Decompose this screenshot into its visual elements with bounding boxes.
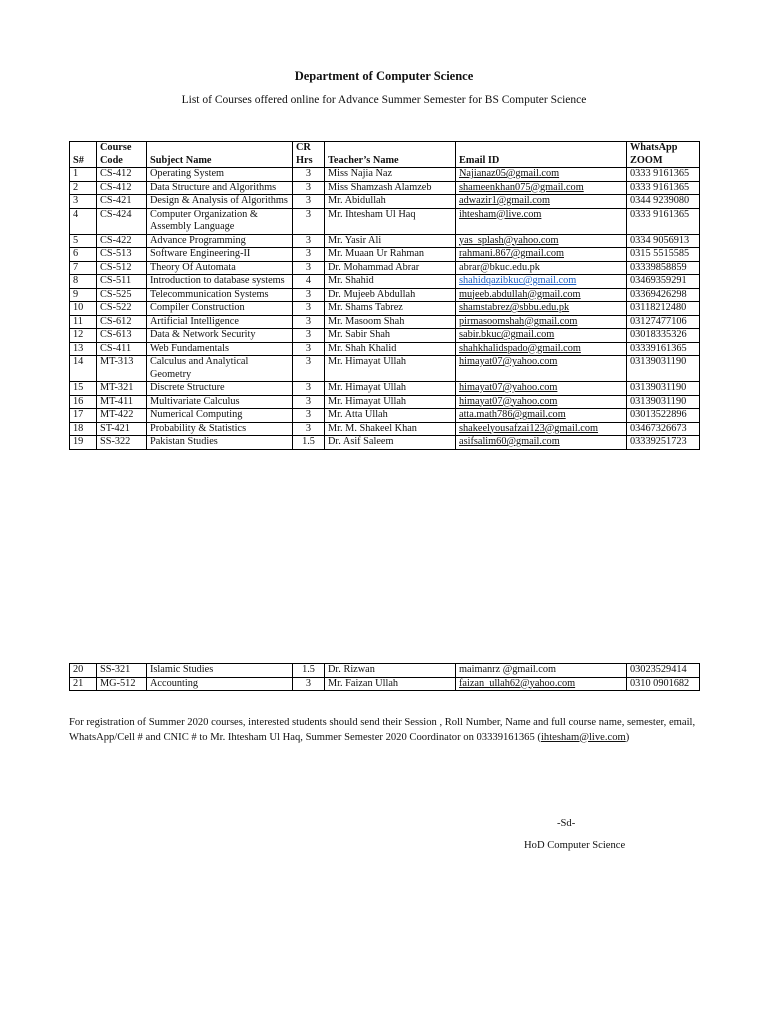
table-row (70, 409, 700, 423)
row-teacher-name: Mr. Sabir Shah (325, 329, 456, 343)
row-teacher-name: Mr. Atta Ullah (325, 409, 456, 423)
table-row (70, 677, 700, 691)
table-row (70, 288, 700, 302)
table-row (70, 302, 700, 316)
row-course-code: MT-321 (97, 382, 147, 396)
row-course-code: CS-421 (97, 195, 147, 209)
row-email[interactable]: mujeeb.abdullah@gmail.com (456, 288, 627, 302)
row-cr-hrs: 3 (293, 395, 325, 409)
row-cr-hrs: 3 (293, 302, 325, 316)
row-subject-name: Accounting (147, 677, 293, 691)
row-teacher-name: Mr. Masoom Shah (325, 315, 456, 329)
row-teacher-name: Dr. Mohammad Abrar (325, 261, 456, 275)
header-whatsapp-zoom: WhatsApp ZOOM (627, 142, 700, 168)
registration-note-text: For registration of Summer 2020 courses, interested students should send their Session , Roll Number, Name and full course name, semester, email, WhatsApp/Cell # and CNIC # to Mr. Ihtesham Ul Haq, Summer Semester 2020 Coordinator on 03339161365 ( (69, 717, 696, 743)
row-subject-name: Web Fundamentals (147, 342, 293, 356)
row-email[interactable]: pirmasoomshah@gmail.com (456, 315, 627, 329)
row-teacher-name: Mr. Muaan Ur Rahman (325, 248, 456, 262)
row-course-code: CS-411 (97, 342, 147, 356)
row-course-code: SS-321 (97, 664, 147, 678)
courses-table (69, 141, 700, 450)
row-course-code: CS-424 (97, 208, 147, 234)
row-email[interactable]: yas_splash@yahoo.com (456, 234, 627, 248)
row-teacher-name: Mr. Ihtesham Ul Haq (325, 208, 456, 234)
row-cr-hrs: 3 (293, 356, 325, 382)
row-course-code: CS-412 (97, 168, 147, 182)
row-cr-hrs: 1.5 (293, 436, 325, 450)
table-row (70, 261, 700, 275)
row-email[interactable]: himayat07@yahoo.com (456, 395, 627, 409)
table-row (70, 422, 700, 436)
row-subject-name: Data & Network Security (147, 329, 293, 343)
table-row (70, 208, 700, 234)
document-title: Department of Computer Science (294, 69, 474, 83)
row-teacher-name: Mr. Himayat Ullah (325, 395, 456, 409)
row-phone: 03139031190 (627, 382, 700, 396)
row-teacher-name: Dr. Rizwan (325, 664, 456, 678)
row-subject-name: Computer Organization & Assembly Language (147, 208, 293, 234)
row-email[interactable]: faizan_ullah62@yahoo.com (456, 677, 627, 691)
row-sn: 11 (70, 315, 97, 329)
row-phone: 0333 9161365 (627, 168, 700, 182)
table-row (70, 275, 700, 289)
table-row (70, 248, 700, 262)
table-row (70, 181, 700, 195)
registration-note-close: ) (625, 731, 630, 743)
signature-hod: HoD Computer Science (524, 840, 626, 851)
row-cr-hrs: 3 (293, 315, 325, 329)
row-course-code: CS-512 (97, 261, 147, 275)
row-phone: 0344 9239080 (627, 195, 700, 209)
row-teacher-name: Mr. M. Shakeel Khan (325, 422, 456, 436)
row-phone: 03118212480 (627, 302, 700, 316)
row-phone: 03339251723 (627, 436, 700, 450)
table-row (70, 195, 700, 209)
row-teacher-name: Dr. Mujeeb Abdullah (325, 288, 456, 302)
row-cr-hrs: 3 (293, 382, 325, 396)
courses-table-body (70, 168, 700, 450)
row-cr-hrs: 4 (293, 275, 325, 289)
row-email[interactable]: Najianaz05@gmail.com (456, 168, 627, 182)
row-cr-hrs: 3 (293, 168, 325, 182)
row-phone: 0310 0901682 (627, 677, 700, 691)
row-course-code: CS-525 (97, 288, 147, 302)
row-teacher-name: Miss Shamzash Alamzeb (325, 181, 456, 195)
row-sn: 12 (70, 329, 97, 343)
row-subject-name: Software Engineering-II (147, 248, 293, 262)
header-teacher-name: Teacher’s Name (325, 142, 456, 168)
row-teacher-name: Mr. Shah Khalid (325, 342, 456, 356)
row-email[interactable]: atta.math786@gmail.com (456, 409, 627, 423)
row-phone: 03023529414 (627, 664, 700, 678)
table-row (70, 436, 700, 450)
row-cr-hrs: 3 (293, 181, 325, 195)
row-sn: 13 (70, 342, 97, 356)
row-sn: 21 (70, 677, 97, 691)
row-course-code: MT-313 (97, 356, 147, 382)
row-sn: 10 (70, 302, 97, 316)
row-teacher-name: Miss Najia Naz (325, 168, 456, 182)
row-sn: 9 (70, 288, 97, 302)
row-phone: 0334 9056913 (627, 234, 700, 248)
row-sn: 20 (70, 664, 97, 678)
document-subtitle: List of Courses offered online for Advance Summer Semester for BS Computer Science (181, 94, 587, 106)
header-cr-hrs: CR Hrs (293, 142, 325, 168)
row-phone: 03127477106 (627, 315, 700, 329)
row-subject-name: Pakistan Studies (147, 436, 293, 450)
row-subject-name: Operating System (147, 168, 293, 182)
row-subject-name: Probability & Statistics (147, 422, 293, 436)
row-sn: 15 (70, 382, 97, 396)
row-phone: 0333 9161365 (627, 181, 700, 195)
row-phone: 03467326673 (627, 422, 700, 436)
row-course-code: CS-612 (97, 315, 147, 329)
table-row (70, 315, 700, 329)
table-row (70, 342, 700, 356)
row-subject-name: Islamic Studies (147, 664, 293, 678)
row-phone: 0315 5515585 (627, 248, 700, 262)
row-email[interactable]: sabir.bkuc@gmail.com (456, 329, 627, 343)
row-phone: 03369426298 (627, 288, 700, 302)
row-course-code: MT-411 (97, 395, 147, 409)
table-row (70, 382, 700, 396)
header-email-id: Email ID (456, 142, 627, 168)
header-subject-name: Subject Name (147, 142, 293, 168)
courses-table-continued (69, 663, 700, 691)
row-cr-hrs: 3 (293, 195, 325, 209)
row-cr-hrs: 3 (293, 422, 325, 436)
row-cr-hrs: 3 (293, 329, 325, 343)
row-subject-name: Artificial Intelligence (147, 315, 293, 329)
row-cr-hrs: 3 (293, 208, 325, 234)
row-subject-name: Theory Of Automata (147, 261, 293, 275)
row-course-code: ST-421 (97, 422, 147, 436)
row-sn: 4 (70, 208, 97, 234)
row-sn: 16 (70, 395, 97, 409)
row-phone: 03339161365 (627, 342, 700, 356)
row-email[interactable]: shakeelyousafzai123@gmail.com (456, 422, 627, 436)
row-course-code: CS-511 (97, 275, 147, 289)
signature-sd: -Sd- (557, 818, 576, 829)
row-email[interactable]: shahkhalidspado@gmail.com (456, 342, 627, 356)
row-cr-hrs: 3 (293, 261, 325, 275)
row-email[interactable]: rahmani.867@gmail.com (456, 248, 627, 262)
row-cr-hrs: 3 (293, 234, 325, 248)
row-email[interactable]: ihtesham@live.com (456, 208, 627, 234)
row-sn: 1 (70, 168, 97, 182)
table-row (70, 168, 700, 182)
row-subject-name: Numerical Computing (147, 409, 293, 423)
row-sn: 19 (70, 436, 97, 450)
row-course-code: MT-422 (97, 409, 147, 423)
row-subject-name: Calculus and Analytical Geometry (147, 356, 293, 382)
row-course-code: CS-613 (97, 329, 147, 343)
row-teacher-name: Mr. Abidullah (325, 195, 456, 209)
table-row (70, 356, 700, 382)
row-course-code: SS-322 (97, 436, 147, 450)
row-phone: 0333 9161365 (627, 208, 700, 234)
table-header-row (70, 142, 700, 168)
table-row (70, 234, 700, 248)
row-phone: 03013522896 (627, 409, 700, 423)
table-row (70, 329, 700, 343)
row-teacher-name: Mr. Faizan Ullah (325, 677, 456, 691)
row-phone: 03339858859 (627, 261, 700, 275)
row-sn: 8 (70, 275, 97, 289)
header-sn: S# (70, 142, 97, 168)
row-subject-name: Data Structure and Algorithms (147, 181, 293, 195)
row-subject-name: Advance Programming (147, 234, 293, 248)
header-course-code: Course Code (97, 142, 147, 168)
row-email[interactable]: himayat07@yahoo.com (456, 356, 627, 382)
row-course-code: CS-412 (97, 181, 147, 195)
row-email[interactable]: shameenkhan075@gmail.com (456, 181, 627, 195)
row-phone: 03139031190 (627, 356, 700, 382)
row-cr-hrs: 1.5 (293, 664, 325, 678)
row-phone: 03469359291 (627, 275, 700, 289)
row-teacher-name: Mr. Shahid (325, 275, 456, 289)
row-cr-hrs: 3 (293, 677, 325, 691)
row-course-code: MG-512 (97, 677, 147, 691)
row-teacher-name: Mr. Shams Tabrez (325, 302, 456, 316)
row-cr-hrs: 3 (293, 288, 325, 302)
row-email[interactable]: adwazir1@gmail.com (456, 195, 627, 209)
row-sn: 6 (70, 248, 97, 262)
row-email[interactable]: himayat07@yahoo.com (456, 382, 627, 396)
row-sn: 5 (70, 234, 97, 248)
row-email[interactable]: maimanrz @gmail.com (456, 664, 627, 678)
registration-note (69, 716, 699, 745)
row-sn: 18 (70, 422, 97, 436)
row-subject-name: Telecommunication Systems (147, 288, 293, 302)
row-teacher-name: Mr. Himayat Ullah (325, 382, 456, 396)
row-subject-name: Discrete Structure (147, 382, 293, 396)
coordinator-email-link[interactable]: ihtesham@live.com (540, 731, 626, 743)
table-row (70, 395, 700, 409)
row-phone: 03139031190 (627, 395, 700, 409)
table-row (70, 664, 700, 678)
row-sn: 7 (70, 261, 97, 275)
row-email[interactable]: shahidqazibkuc@gmail.com (456, 275, 627, 289)
row-teacher-name: Mr. Himayat Ullah (325, 356, 456, 382)
row-subject-name: Design & Analysis of Algorithms (147, 195, 293, 209)
row-cr-hrs: 3 (293, 248, 325, 262)
row-course-code: CS-513 (97, 248, 147, 262)
row-sn: 3 (70, 195, 97, 209)
row-email[interactable]: shamstabrez@sbbu.edu.pk (456, 302, 627, 316)
row-course-code: CS-522 (97, 302, 147, 316)
row-cr-hrs: 3 (293, 409, 325, 423)
row-subject-name: Multivariate Calculus (147, 395, 293, 409)
row-email[interactable]: abrar@bkuc.edu.pk (456, 261, 627, 275)
row-phone: 03018335326 (627, 329, 700, 343)
row-sn: 17 (70, 409, 97, 423)
row-cr-hrs: 3 (293, 342, 325, 356)
row-teacher-name: Dr. Asif Saleem (325, 436, 456, 450)
row-subject-name: Compiler Construction (147, 302, 293, 316)
row-email[interactable]: asifsalim60@gmail.com (456, 436, 627, 450)
courses-table-continued-body (70, 664, 700, 691)
row-sn: 14 (70, 356, 97, 382)
row-teacher-name: Mr. Yasir Ali (325, 234, 456, 248)
row-course-code: CS-422 (97, 234, 147, 248)
row-sn: 2 (70, 181, 97, 195)
row-subject-name: Introduction to database systems (147, 275, 293, 289)
